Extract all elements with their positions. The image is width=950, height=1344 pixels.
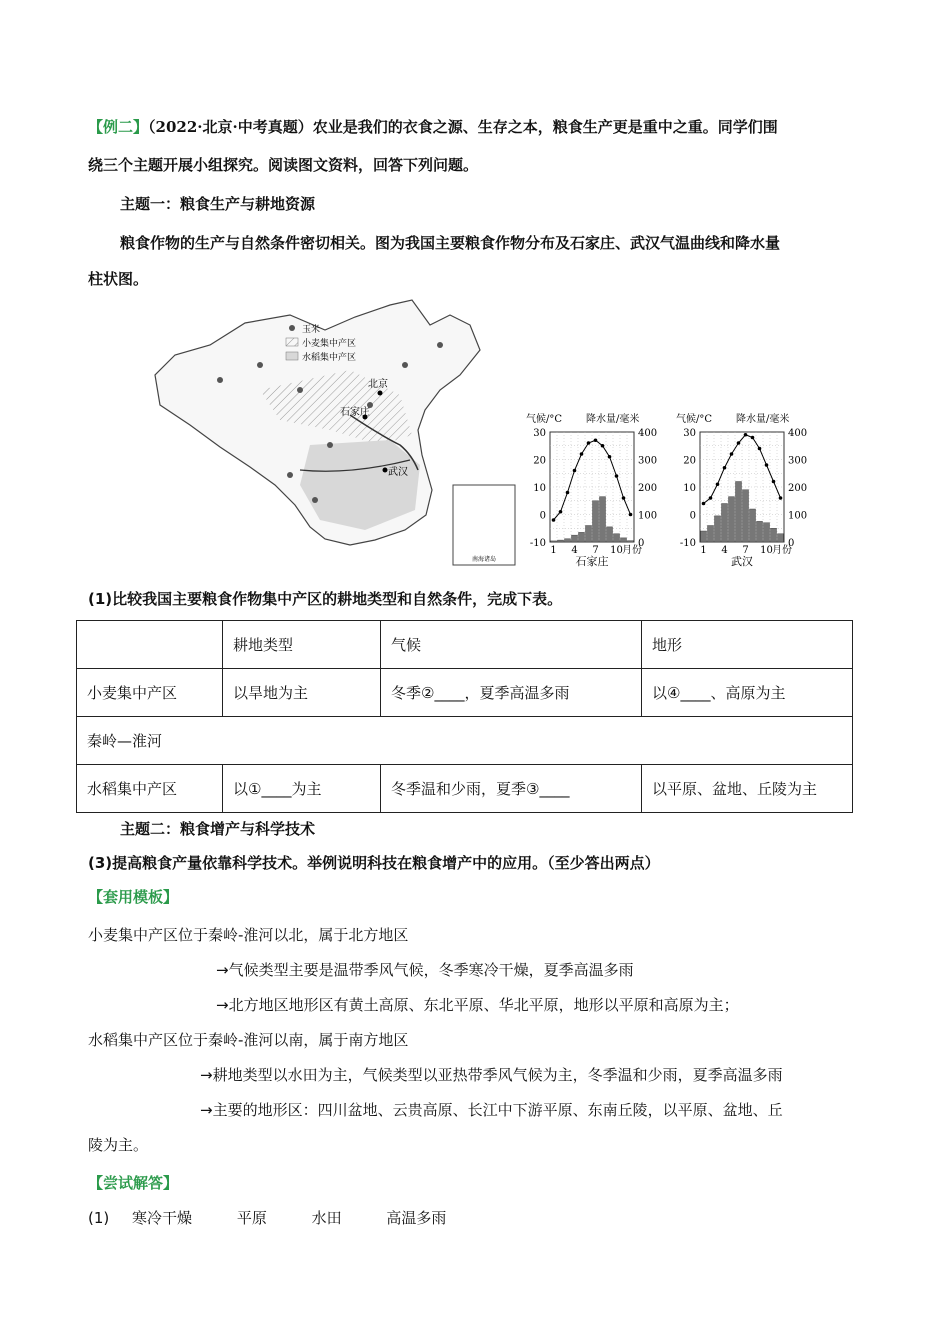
precip-bar [621, 538, 627, 542]
precip-bar [715, 516, 721, 542]
temp-tick-label: 10 [683, 483, 696, 494]
precip-bar [628, 541, 634, 542]
temp-point [772, 480, 776, 484]
precip-bar [743, 490, 749, 542]
temp-point [709, 496, 713, 500]
chart-city-name: 石家庄 [575, 555, 609, 568]
answer-tag: 【尝试解答】 [88, 1174, 179, 1192]
template-line: →北方地区地形区有黄土高原、东北平原、华北平原，地形以平原和高原为主； [216, 996, 739, 1014]
para1-line2: 柱状图。 [88, 270, 149, 288]
temp-point [573, 469, 577, 473]
month-tick-label: 1 [550, 545, 557, 556]
month-tick-label: 10 [760, 545, 773, 556]
city-shijiazhuang: 石家庄 [340, 407, 370, 418]
temp-tick-label: 20 [683, 455, 696, 467]
temp-point [587, 441, 591, 445]
precip-tick-label: 200 [788, 483, 808, 494]
table-row: 水稻集中产区 以①____为主 冬季温和少雨，夏季③____ 以平原、盆地、丘陵为主 [77, 765, 853, 813]
answer-item: 水田 [311, 1209, 342, 1227]
precip-bar [614, 534, 620, 542]
temp-point [702, 502, 706, 506]
temp-point [615, 474, 619, 478]
precip-bar [750, 509, 756, 542]
precip-tick-label: 0 [638, 538, 645, 549]
comparison-table [76, 620, 853, 813]
svg-text:水稻集中产区: 水稻集中产区 [302, 353, 357, 363]
precip-bar [565, 539, 571, 542]
month-tick-label: 7 [742, 545, 749, 556]
city-beijing: 北京 [368, 379, 388, 390]
precip-tick-label: 400 [638, 428, 658, 439]
svg-text:玉米: 玉米 [302, 325, 321, 335]
precip-bar [729, 497, 735, 542]
template-line: 水稻集中产区位于秦岭-淮河以南，属于南方地区 [88, 1031, 409, 1049]
precip-tick-label: 100 [638, 510, 658, 522]
intro [88, 110, 858, 182]
south-sea-inset [453, 485, 515, 565]
temp-point [552, 518, 556, 522]
temp-point [779, 496, 783, 500]
climate-charts [520, 410, 810, 570]
template-line: →耕地类型以水田为主，气候类型以亚热带季风气候为主，冬季温和少雨，夏季高温多雨 [200, 1066, 783, 1084]
chart-city-name: 武汉 [731, 555, 753, 568]
template-body [88, 918, 858, 1163]
month-tick-label: 4 [721, 545, 728, 556]
svg-text:小麦集中产区: 小麦集中产区 [302, 339, 357, 349]
template-line: →气候类型主要是温带季风气候，冬季寒冷干燥，夏季高温多雨 [216, 961, 634, 979]
precip-bar [551, 541, 557, 542]
temp-tick-label: 30 [533, 428, 546, 439]
precip-tick-label: 300 [638, 455, 658, 467]
temp-point [758, 447, 762, 451]
temp-tick-label: -10 [679, 538, 696, 549]
temp-point [594, 438, 598, 442]
temp-axis-label: 气候/°C [676, 414, 713, 425]
temp-axis-label: 气候/°C [526, 414, 563, 425]
precip-tick-label: 0 [788, 538, 795, 549]
month-tick-label: 1 [700, 545, 707, 556]
precip-bar [722, 504, 728, 543]
table-header-row: 耕地类型 气候 地形 [77, 621, 853, 669]
month-unit-label: 月份 [622, 545, 642, 556]
precip-bar [586, 526, 592, 543]
precip-tick-label: 200 [638, 483, 658, 494]
precip-bar [558, 540, 564, 542]
temp-point [559, 510, 563, 514]
temp-point [629, 513, 633, 517]
temp-point [580, 452, 584, 456]
paragraph1 [88, 225, 858, 297]
temp-tick-label: -10 [529, 538, 546, 549]
month-tick-label: 7 [592, 545, 599, 556]
temp-point [765, 463, 769, 467]
china-crop-map [150, 295, 520, 570]
theme1-heading: 主题一：粮食生产与耕地资源 [120, 195, 316, 213]
precip-bar [771, 528, 777, 542]
answer-number: (1) [88, 1209, 110, 1227]
intro-line1: （2022·北京·中考真题）农业是我们的衣食之源、生存之本，粮食生产更是重中之重。同学们围 [148, 118, 778, 136]
temp-tick-label: 30 [683, 428, 696, 439]
answer-item: 寒冷干燥 [132, 1209, 193, 1227]
temp-point [744, 433, 748, 437]
answer-item: 平原 [236, 1209, 267, 1227]
precip-bar [736, 482, 742, 543]
template-line: 小麦集中产区位于秦岭-淮河以北，属于北方地区 [88, 926, 409, 944]
precip-bar [757, 521, 763, 542]
para1-line1: 粮食作物的生产与自然条件密切相关。图为我国主要粮食作物分布及石家庄、武汉气温曲线和降水量 [120, 234, 781, 252]
precip-axis-label: 降水量/毫米 [736, 414, 790, 425]
temp-point [716, 482, 720, 486]
precip-axis-label: 降水量/毫米 [586, 414, 640, 425]
question-3: (3)提高粮食产量依靠科学技术。举例说明科技在粮食增产中的应用。（至少答出两点） [88, 854, 660, 872]
temp-point [601, 444, 605, 448]
template-tag: 【套用模板】 [88, 888, 179, 906]
temp-tick-label: 0 [539, 510, 546, 522]
precip-tick-label: 300 [788, 455, 808, 467]
theme2-heading: 主题二：粮食增产与科学技术 [120, 820, 316, 838]
example-tag: 【例二】 [88, 118, 149, 136]
month-unit-label: 月份 [772, 545, 792, 556]
precip-tick-label: 400 [788, 428, 808, 439]
temp-tick-label: 20 [533, 455, 546, 467]
temp-point [737, 441, 741, 445]
template-line: →主要的地形区：四川盆地、云贵高原、长江中下游平原、东南丘陵，以平原、盆地、丘 [200, 1101, 783, 1119]
temp-point [608, 455, 612, 459]
month-tick-label: 10 [610, 545, 623, 556]
temp-point [730, 452, 734, 456]
precip-bar [764, 523, 770, 542]
intro-line2: 绕三个主题开展小组探究。阅读图文资料，回答下列问题。 [88, 156, 479, 174]
precip-bar [607, 527, 613, 542]
month-tick-label: 4 [571, 545, 578, 556]
table-row: 小麦集中产区 以旱地为主 冬季②____，夏季高温多雨 以④____、高原为主 [77, 669, 853, 717]
temp-point [723, 466, 727, 470]
temp-tick-label: 0 [689, 510, 696, 522]
precip-bar [708, 526, 714, 543]
temp-tick-label: 10 [533, 483, 546, 494]
precip-bar [701, 531, 707, 542]
template-line: 陵为主。 [88, 1136, 149, 1154]
precip-bar [593, 501, 599, 542]
precip-bar [778, 534, 784, 542]
precip-bar [600, 497, 606, 542]
question-1: (1)比较我国主要粮食作物集中产区的耕地类型和自然条件，完成下表。 [88, 590, 563, 608]
precip-bar [579, 532, 585, 542]
svg-text:南海诸岛: 南海诸岛 [472, 556, 497, 563]
precip-tick-label: 100 [788, 510, 808, 522]
answer-line [88, 1207, 446, 1228]
temp-point [566, 491, 570, 495]
precip-bar [572, 535, 578, 542]
temp-point [622, 496, 626, 500]
table-divider-row: 秦岭—淮河 [77, 717, 853, 765]
temp-point [751, 436, 755, 440]
city-wuhan: 武汉 [388, 467, 408, 478]
answer-item: 高温多雨 [386, 1209, 447, 1227]
